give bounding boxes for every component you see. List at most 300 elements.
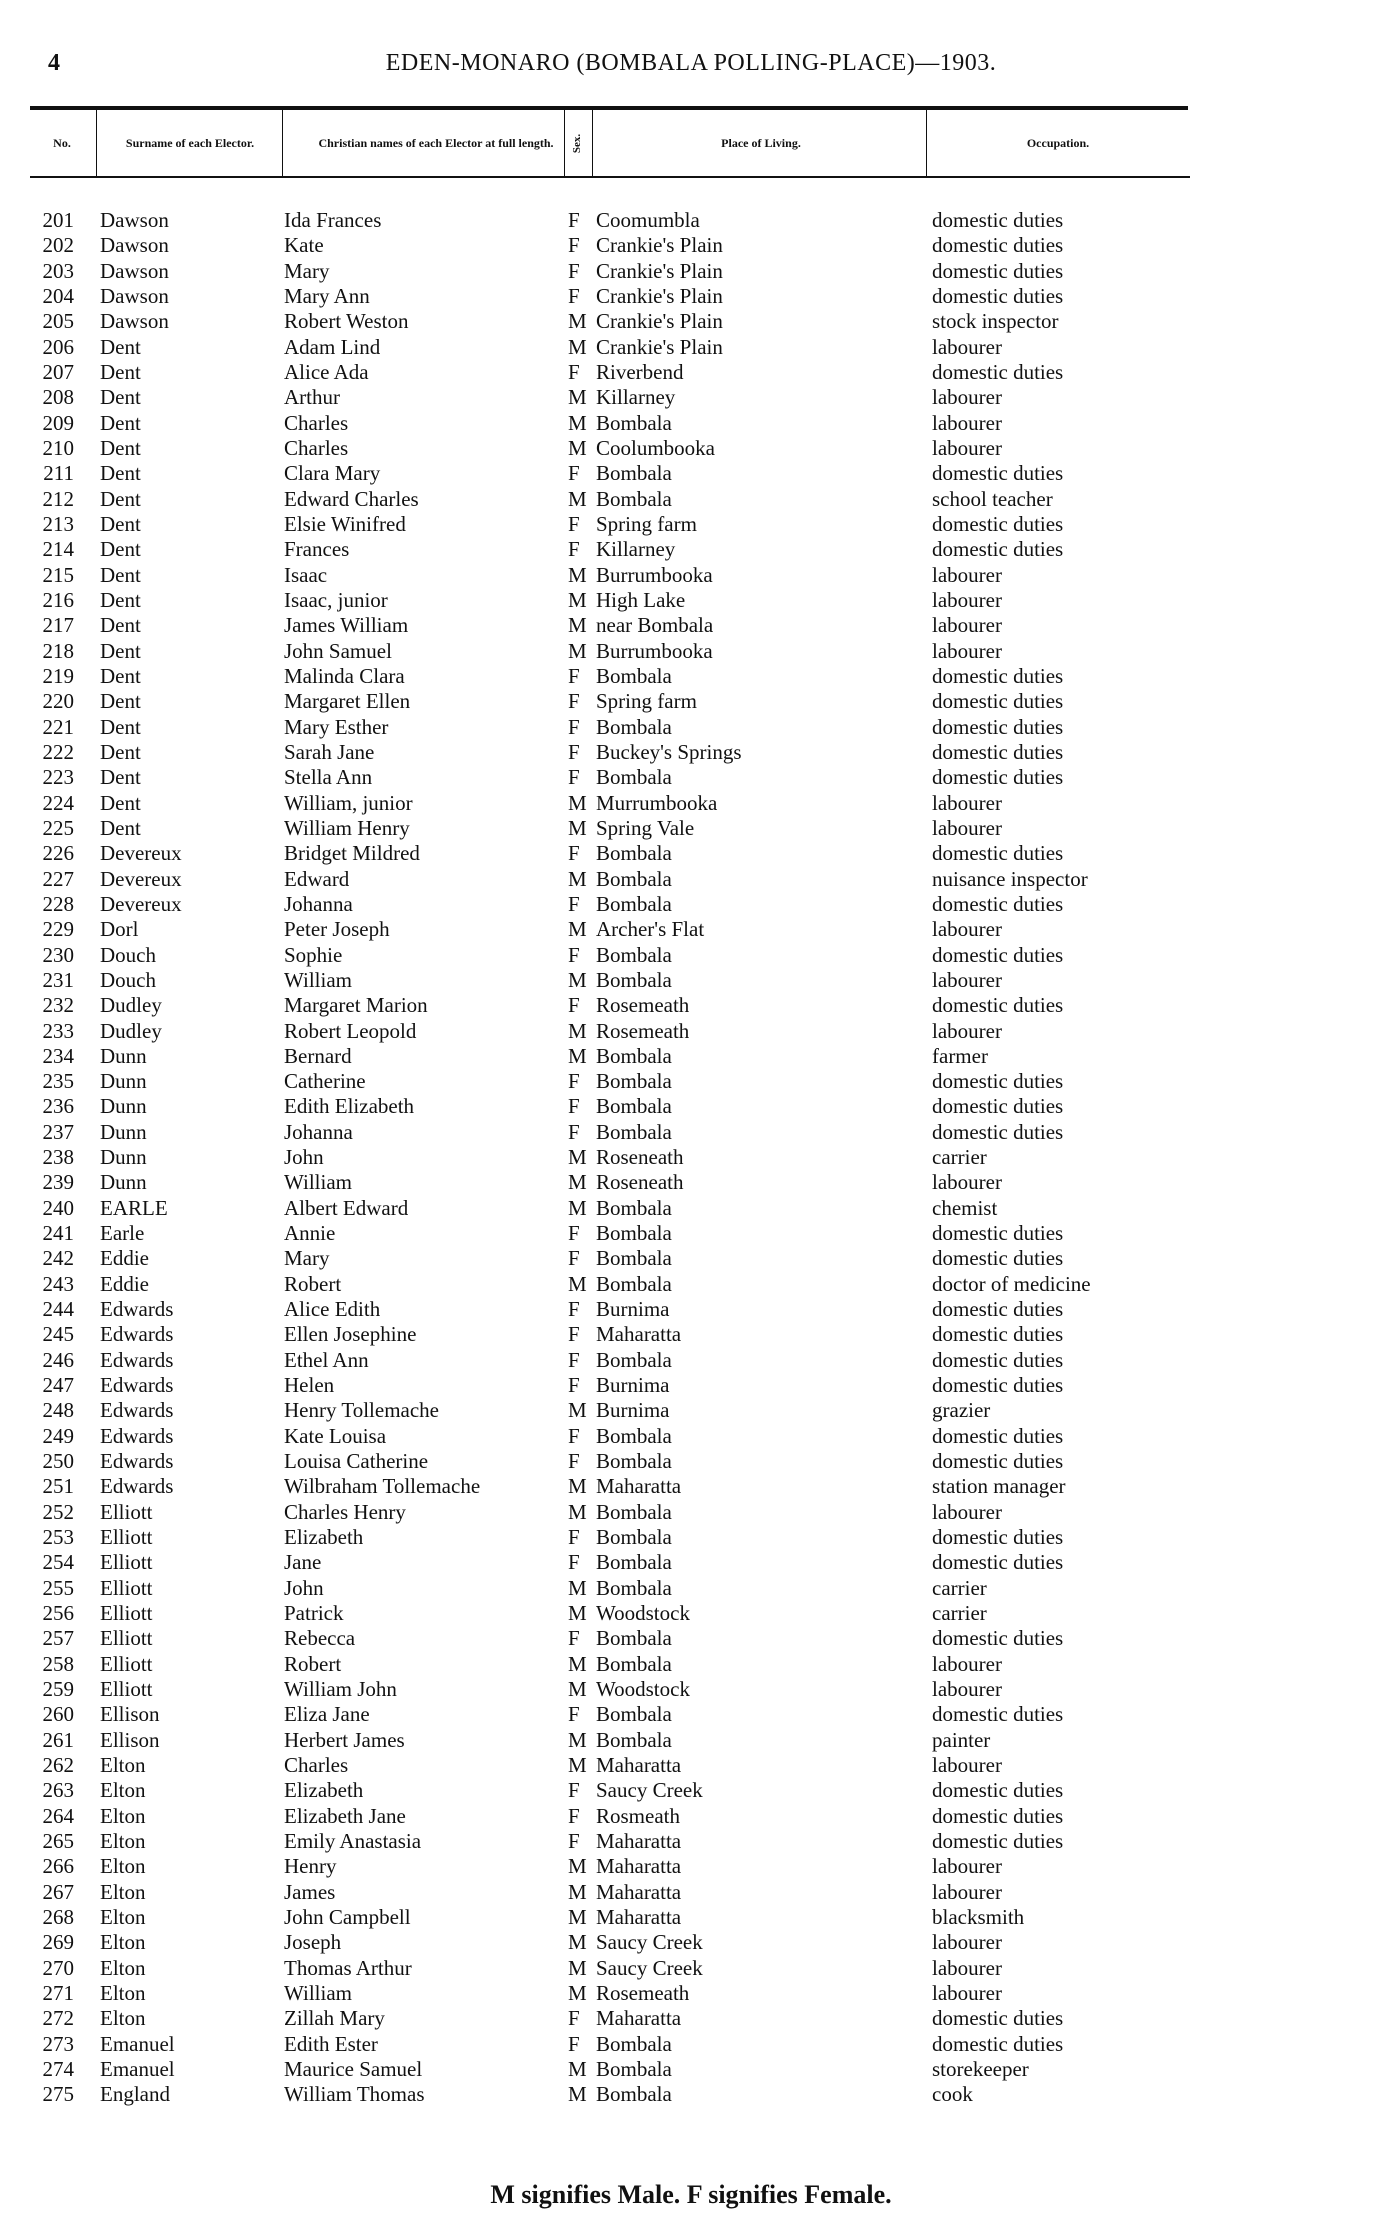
header-divider (282, 110, 283, 176)
elector-sex: F (568, 663, 580, 688)
elector-christian-names: Edith Elizabeth (284, 1094, 415, 1119)
table-row (0, 2082, 1382, 2107)
elector-place: Murrumbooka (596, 790, 718, 815)
elector-occupation: labourer (932, 1170, 1002, 1195)
elector-sex: M (568, 587, 587, 612)
elector-occupation: school teacher (932, 486, 1053, 511)
table-row (0, 1246, 1382, 1271)
elector-place: Bombala (596, 866, 672, 891)
table-row (0, 1626, 1382, 1651)
elector-christian-names: Adam Lind (284, 334, 381, 359)
table-row (0, 1069, 1382, 1094)
elector-sex: M (568, 2056, 587, 2081)
elector-number: 256 (42, 1601, 74, 1626)
elector-occupation: doctor of medicine (932, 1271, 1091, 1296)
elector-occupation: domestic duties (932, 208, 1064, 232)
elector-occupation: carrier (932, 1601, 987, 1626)
elector-sex: F (568, 511, 580, 536)
elector-christian-names: Annie (284, 1221, 336, 1246)
elector-surname: Dunn (100, 1094, 147, 1119)
elector-surname: Dent (100, 562, 141, 587)
elector-sex: M (568, 1145, 587, 1170)
elector-number: 270 (42, 1955, 74, 1980)
elector-sex: F (568, 283, 580, 308)
elector-surname: Edwards (100, 1398, 174, 1423)
elector-place: Burnima (596, 1297, 670, 1322)
elector-sex: M (568, 334, 587, 359)
elector-occupation: station manager (932, 1474, 1066, 1499)
elector-sex: F (568, 1702, 580, 1727)
elector-christian-names: Louisa Catherine (284, 1449, 429, 1474)
elector-sex: M (568, 1575, 587, 1600)
elector-number: 228 (42, 891, 74, 916)
elector-number: 227 (42, 866, 74, 891)
elector-number: 273 (42, 2031, 74, 2056)
elector-surname: Dent (100, 663, 141, 688)
elector-number: 238 (42, 1145, 74, 1170)
elector-christian-names: Mary Ann (284, 283, 370, 308)
elector-christian-names: Stella Ann (284, 765, 373, 790)
table-row (0, 1677, 1382, 1702)
elector-surname: Dunn (100, 1069, 147, 1094)
elector-place: Maharatta (596, 1854, 682, 1879)
elector-number: 220 (42, 689, 74, 714)
elector-number: 255 (42, 1575, 74, 1600)
elector-number: 236 (42, 1094, 74, 1119)
elector-christian-names: Bridget Mildred (284, 841, 420, 866)
elector-place: Maharatta (596, 1904, 682, 1929)
table-row (0, 233, 1382, 258)
elector-surname: Elton (100, 1854, 146, 1879)
elector-place: Bombala (596, 1575, 672, 1600)
elector-christian-names: Helen (284, 1373, 335, 1398)
elector-sex: M (568, 410, 587, 435)
elector-surname: Dent (100, 385, 141, 410)
elector-number: 203 (42, 258, 74, 283)
elector-place: Bombala (596, 891, 672, 916)
table-row (0, 1880, 1382, 1905)
elector-sex: M (568, 815, 587, 840)
elector-sex: M (568, 1474, 587, 1499)
table-row (0, 1170, 1382, 1195)
table-row (0, 1094, 1382, 1119)
elector-sex: M (568, 1170, 587, 1195)
elector-surname: Dent (100, 435, 141, 460)
elector-place: near Bombala (596, 613, 714, 638)
table-row (0, 943, 1382, 968)
elector-number: 231 (42, 967, 74, 992)
table-row (0, 816, 1382, 841)
elector-surname: Devereux (100, 866, 182, 891)
elector-place: Crankie's Plain (596, 258, 723, 283)
elector-surname: Dudley (100, 993, 162, 1018)
elector-place: Bombala (596, 2031, 672, 2056)
elector-christian-names: Peter Joseph (284, 917, 390, 942)
elector-surname: Dunn (100, 1119, 147, 1144)
elector-christian-names: Elizabeth (284, 1778, 364, 1803)
elector-surname: Dent (100, 537, 141, 562)
table-row (0, 765, 1382, 790)
elector-number: 226 (42, 841, 74, 866)
elector-sex: F (568, 1829, 580, 1853)
elector-sex: M (568, 1727, 587, 1752)
table-row (0, 791, 1382, 816)
elector-number: 218 (42, 638, 74, 663)
elector-number: 212 (42, 486, 74, 511)
elector-number: 248 (42, 1398, 74, 1423)
table-row (0, 664, 1382, 689)
elector-christian-names: Charles (284, 1753, 349, 1778)
elector-christian-names: Rebecca (284, 1626, 356, 1651)
elector-place: Spring farm (596, 689, 697, 714)
elector-sex: F (568, 258, 580, 283)
elector-sex: M (568, 638, 587, 663)
elector-place: Riverbend (596, 359, 684, 384)
elector-sex: F (568, 1297, 580, 1322)
elector-place: Woodstock (596, 1677, 690, 1702)
elector-number: 206 (42, 334, 74, 359)
elector-surname: Eddie (100, 1246, 149, 1271)
elector-occupation: domestic duties (932, 1829, 1064, 1853)
elector-number: 214 (42, 537, 74, 562)
elector-christian-names: Arthur (284, 385, 340, 410)
elector-place: Maharatta (596, 1753, 682, 1778)
elector-number: 229 (42, 917, 74, 942)
elector-christian-names: William (284, 967, 352, 992)
elector-occupation: labourer (932, 410, 1002, 435)
header-divider (926, 110, 927, 176)
elector-number: 219 (42, 663, 74, 688)
elector-surname: Ellison (100, 1702, 160, 1727)
table-row (0, 1930, 1382, 1955)
elector-surname: Elton (100, 1829, 146, 1853)
elector-number: 224 (42, 790, 74, 815)
elector-surname: Elton (100, 1778, 146, 1803)
header-sex (564, 110, 592, 176)
elector-occupation: cook (932, 2082, 973, 2107)
elector-surname: Dunn (100, 1170, 147, 1195)
elector-number: 249 (42, 1423, 74, 1448)
table-row (0, 1854, 1382, 1879)
elector-sex: M (568, 1879, 587, 1904)
elector-christian-names: Charles Henry (284, 1499, 406, 1524)
elector-sex: F (568, 1119, 580, 1144)
elector-place: Crankie's Plain (596, 233, 723, 258)
elector-place: Bombala (596, 714, 672, 739)
elector-christian-names: Robert Weston (284, 309, 409, 334)
elector-place: Bombala (596, 410, 672, 435)
elector-place: Bombala (596, 1094, 672, 1119)
elector-occupation: domestic duties (932, 1803, 1064, 1828)
elector-surname: Elliott (100, 1677, 153, 1702)
elector-number: 223 (42, 765, 74, 790)
elector-sex: F (568, 841, 580, 866)
elector-christian-names: Johanna (284, 1119, 353, 1144)
elector-christian-names: Elsie Winifred (284, 511, 406, 536)
elector-surname: Dent (100, 334, 141, 359)
elector-christian-names: Edith Ester (284, 2031, 378, 2056)
elector-occupation: painter (932, 1727, 991, 1752)
elector-occupation: domestic duties (932, 359, 1064, 384)
table-row (0, 360, 1382, 385)
elector-surname: Dawson (100, 233, 169, 258)
elector-surname: Elliott (100, 1651, 153, 1676)
elector-surname: Earle (100, 1221, 145, 1246)
elector-christian-names: James William (284, 613, 409, 638)
elector-occupation: nuisance inspector (932, 866, 1088, 891)
elector-sex: F (568, 689, 580, 714)
header-place: Place of Living. (721, 135, 801, 150)
elector-number: 201 (42, 208, 74, 232)
elector-christian-names: Robert (284, 1271, 342, 1296)
elector-occupation: labourer (932, 1753, 1002, 1778)
elector-sex: F (568, 1423, 580, 1448)
elector-sex: F (568, 1094, 580, 1119)
elector-surname: Dent (100, 714, 141, 739)
elector-place: Crankie's Plain (596, 309, 723, 334)
elector-sex: M (568, 1677, 587, 1702)
elector-place: Killarney (596, 537, 676, 562)
elector-number: 235 (42, 1069, 74, 1094)
header-bottom-rule (30, 176, 1190, 178)
elector-christian-names: Sarah Jane (284, 739, 375, 764)
table-row (0, 1981, 1382, 2006)
elector-christian-names: Johanna (284, 891, 353, 916)
elector-occupation: domestic duties (932, 1069, 1064, 1094)
elector-occupation: labourer (932, 967, 1002, 992)
header-sex-label: Sex. (571, 133, 584, 153)
elector-christian-names: Margaret Ellen (284, 689, 411, 714)
elector-sex: F (568, 993, 580, 1018)
elector-occupation: domestic duties (932, 283, 1064, 308)
elector-place: Saucy Creek (596, 1955, 703, 1980)
elector-christian-names: Mary (284, 258, 330, 283)
elector-christian-names: Margaret Marion (284, 993, 428, 1018)
elector-occupation: domestic duties (932, 511, 1064, 536)
elector-surname: Elton (100, 1930, 146, 1955)
elector-christian-names: Ellen Josephine (284, 1322, 417, 1347)
table-row (0, 1373, 1382, 1398)
elector-christian-names: Isaac (284, 562, 328, 587)
elector-number: 242 (42, 1246, 74, 1271)
elector-occupation: labourer (932, 587, 1002, 612)
elector-christian-names: Sophie (284, 942, 343, 967)
table-row (0, 715, 1382, 740)
elector-place: Maharatta (596, 1322, 682, 1347)
elector-christian-names: Joseph (284, 1930, 342, 1955)
table-row (0, 1145, 1382, 1170)
elector-sex: M (568, 1018, 587, 1043)
elector-occupation: blacksmith (932, 1904, 1025, 1929)
elector-occupation: labourer (932, 1930, 1002, 1955)
elector-number: 216 (42, 587, 74, 612)
elector-surname: Dawson (100, 283, 169, 308)
elector-christian-names: Catherine (284, 1069, 366, 1094)
elector-sex: M (568, 1904, 587, 1929)
table-row (0, 1348, 1382, 1373)
elector-christian-names: Edward (284, 866, 350, 891)
table-row (0, 259, 1382, 284)
table-row (0, 588, 1382, 613)
table-row (0, 487, 1382, 512)
elector-christian-names: John (284, 1145, 324, 1170)
elector-sex: M (568, 1601, 587, 1626)
elector-occupation: domestic duties (932, 537, 1064, 562)
elector-place: Bombala (596, 1221, 672, 1246)
elector-occupation: domestic duties (932, 1778, 1064, 1803)
table-row (0, 613, 1382, 638)
table-row (0, 689, 1382, 714)
elector-sex: F (568, 1778, 580, 1803)
footer-legend: M signifies Male. F signifies Female. (490, 2180, 892, 2209)
table-row (0, 1829, 1382, 1854)
elector-sex: M (568, 1043, 587, 1068)
elector-number: 239 (42, 1170, 74, 1195)
elector-occupation: domestic duties (932, 1702, 1064, 1727)
table-row (0, 563, 1382, 588)
elector-number: 263 (42, 1778, 74, 1803)
elector-number: 274 (42, 2056, 74, 2081)
elector-occupation: domestic duties (932, 1119, 1064, 1144)
elector-occupation: domestic duties (932, 1626, 1064, 1651)
elector-number: 237 (42, 1119, 74, 1144)
elector-place: Maharatta (596, 1829, 682, 1853)
elector-surname: Eddie (100, 1271, 149, 1296)
elector-sex: F (568, 1322, 580, 1347)
elector-number: 234 (42, 1043, 74, 1068)
elector-number: 222 (42, 739, 74, 764)
elector-place: Bombala (596, 841, 672, 866)
elector-place: Bombala (596, 1499, 672, 1524)
elector-place: Bombala (596, 1702, 672, 1727)
table-header (30, 106, 1188, 178)
table-row (0, 385, 1382, 410)
elector-surname: Emanuel (100, 2056, 175, 2081)
elector-christian-names: Jane (284, 1550, 322, 1575)
table-row (0, 411, 1382, 436)
elector-occupation: domestic duties (932, 942, 1064, 967)
elector-place: Coomumbla (596, 208, 700, 232)
elector-number: 257 (42, 1626, 74, 1651)
elector-occupation: domestic duties (932, 1322, 1064, 1347)
elector-occupation: domestic duties (932, 739, 1064, 764)
elector-surname: Elliott (100, 1575, 153, 1600)
elector-place: Rosemeath (596, 1018, 690, 1043)
elector-christian-names: Kate Louisa (284, 1423, 387, 1448)
elector-surname: Elliott (100, 1601, 153, 1626)
elector-sex: F (568, 714, 580, 739)
elector-occupation: storekeeper (932, 2056, 1029, 2081)
elector-number: 269 (42, 1930, 74, 1955)
elector-occupation: domestic duties (932, 1373, 1064, 1398)
elector-occupation: domestic duties (932, 841, 1064, 866)
elector-place: Spring farm (596, 511, 697, 536)
elector-occupation: domestic duties (932, 1094, 1064, 1119)
elector-place: Crankie's Plain (596, 283, 723, 308)
table-row (0, 1474, 1382, 1499)
elector-place: Bombala (596, 486, 672, 511)
elector-occupation: domestic duties (932, 2006, 1064, 2031)
elector-sex: M (568, 790, 587, 815)
table-row (0, 309, 1382, 334)
elector-sex: M (568, 967, 587, 992)
elector-place: Killarney (596, 385, 676, 410)
elector-surname: Dent (100, 638, 141, 663)
elector-sex: M (568, 1195, 587, 1220)
elector-place: Bombala (596, 1550, 672, 1575)
elector-christian-names: Isaac, junior (284, 587, 388, 612)
elector-sex: M (568, 1980, 587, 2005)
elector-number: 210 (42, 435, 74, 460)
elector-place: Bombala (596, 1043, 672, 1068)
elector-surname: Elliott (100, 1525, 153, 1550)
elector-sex: F (568, 1347, 580, 1372)
elector-sex: M (568, 917, 587, 942)
elector-number: 272 (42, 2006, 74, 2031)
elector-sex: F (568, 1449, 580, 1474)
elector-number: 230 (42, 942, 74, 967)
table-row (0, 1702, 1382, 1727)
elector-surname: Dent (100, 486, 141, 511)
elector-place: Bombala (596, 1195, 672, 1220)
table-row (0, 740, 1382, 765)
elector-occupation: labourer (932, 1980, 1002, 2005)
table-row (0, 1525, 1382, 1550)
elector-occupation: labourer (932, 1879, 1002, 1904)
table-row (0, 461, 1382, 486)
elector-christian-names: Mary Esther (284, 714, 389, 739)
elector-occupation: domestic duties (932, 258, 1064, 283)
elector-christian-names: Emily Anastasia (284, 1829, 422, 1853)
elector-christian-names: Thomas Arthur (284, 1955, 412, 1980)
elector-surname: Dunn (100, 1043, 147, 1068)
elector-sex: M (568, 562, 587, 587)
table-row (0, 2006, 1382, 2031)
elector-surname: Douch (100, 967, 156, 992)
elector-surname: Edwards (100, 1423, 174, 1448)
elector-surname: Elton (100, 2006, 146, 2031)
elector-place: Saucy Creek (596, 1778, 703, 1803)
table-row (0, 335, 1382, 360)
elector-number: 268 (42, 1904, 74, 1929)
elector-number: 209 (42, 410, 74, 435)
elector-place: Bombala (596, 461, 672, 486)
elector-occupation: grazier (932, 1398, 991, 1423)
elector-christian-names: Bernard (284, 1043, 352, 1068)
elector-place: Woodstock (596, 1601, 690, 1626)
elector-christian-names: Charles (284, 410, 349, 435)
elector-christian-names: Alice Edith (284, 1297, 381, 1322)
elector-christian-names: Zillah Mary (284, 2006, 385, 2031)
elector-sex: M (568, 435, 587, 460)
elector-occupation: domestic duties (932, 1221, 1064, 1246)
elector-number: 275 (42, 2082, 74, 2107)
elector-christian-names: William Thomas (284, 2082, 425, 2107)
elector-surname: Elton (100, 1879, 146, 1904)
table-row (0, 1728, 1382, 1753)
elector-christian-names: Wilbraham Tollemache (284, 1474, 481, 1499)
elector-place: Crankie's Plain (596, 334, 723, 359)
elector-occupation: labourer (932, 815, 1002, 840)
table-row (0, 1449, 1382, 1474)
elector-place: Bombala (596, 1727, 672, 1752)
elector-place: Roseneath (596, 1145, 684, 1170)
elector-surname: Dawson (100, 258, 169, 283)
elector-place: Bombala (596, 765, 672, 790)
elector-sex: M (568, 385, 587, 410)
elector-christian-names: John Samuel (284, 638, 392, 663)
table-row (0, 1019, 1382, 1044)
